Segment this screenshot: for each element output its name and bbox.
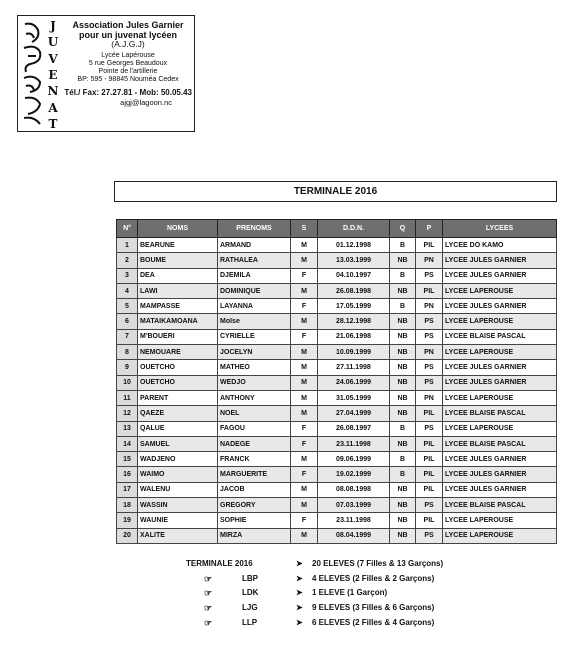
first-name-cell: MARGUERITE bbox=[218, 467, 291, 482]
school-code: LDK bbox=[242, 588, 259, 598]
table-row bbox=[117, 513, 557, 528]
phone-line: Tél./ Fax: 27.27.81 - Mob: 50.05.43 bbox=[64, 88, 192, 98]
p-code-cell: PIL bbox=[416, 436, 443, 451]
q-code-cell: NB bbox=[390, 345, 416, 360]
sex-cell: M bbox=[291, 390, 318, 405]
birth-date-cell: 17.05.1999 bbox=[318, 299, 390, 314]
birth-date-cell: 26.08.1997 bbox=[318, 421, 390, 436]
q-code-cell: NB bbox=[390, 390, 416, 405]
q-code-cell: NB bbox=[390, 513, 416, 528]
q-code-cell: NB bbox=[390, 283, 416, 298]
first-name-cell: JOCELYN bbox=[218, 345, 291, 360]
school-code: LJG bbox=[242, 603, 258, 613]
first-name-cell: MIRZA bbox=[218, 528, 291, 543]
first-name-cell: LAYANNA bbox=[218, 299, 291, 314]
table-row bbox=[117, 482, 557, 497]
table-body bbox=[117, 238, 557, 544]
q-code-cell: NB bbox=[390, 360, 416, 375]
birth-date-cell: 26.08.1998 bbox=[318, 283, 390, 298]
column-header: PRENOMS bbox=[218, 220, 291, 238]
last-name-cell: WALENU bbox=[138, 482, 218, 497]
logo-letter: E bbox=[48, 67, 58, 82]
hand-pointer-icon: ☞ bbox=[204, 573, 213, 584]
q-code-cell: B bbox=[390, 467, 416, 482]
p-code-cell: PS bbox=[416, 421, 443, 436]
birth-date-cell: 08.04.1999 bbox=[318, 528, 390, 543]
table-row bbox=[117, 528, 557, 543]
table-row bbox=[117, 452, 557, 467]
q-code-cell: NB bbox=[390, 498, 416, 513]
last-name-cell: QALUE bbox=[138, 421, 218, 436]
table-row bbox=[117, 268, 557, 283]
row-number-cell: 4 bbox=[117, 283, 138, 298]
lycee-cell: LYCEE LAPEROUSE bbox=[443, 528, 557, 543]
first-name-cell: JACOB bbox=[218, 482, 291, 497]
q-code-cell: B bbox=[390, 452, 416, 467]
column-header: N° bbox=[117, 220, 138, 238]
table-row bbox=[117, 329, 557, 344]
q-code-cell: NB bbox=[390, 375, 416, 390]
table-row bbox=[117, 345, 557, 360]
column-header: NOMS bbox=[138, 220, 218, 238]
arrowhead-icon: ➤ bbox=[296, 588, 303, 598]
sex-cell: M bbox=[291, 283, 318, 298]
sex-cell: F bbox=[291, 513, 318, 528]
column-header: LYCEES bbox=[443, 220, 557, 238]
sex-cell: F bbox=[291, 299, 318, 314]
birth-date-cell: 28.12.1998 bbox=[318, 314, 390, 329]
letterhead bbox=[17, 15, 195, 132]
hand-pointer-icon: ☞ bbox=[204, 588, 213, 599]
lycee-cell: LYCEE LAPEROUSE bbox=[443, 345, 557, 360]
p-code-cell: PN bbox=[416, 253, 443, 268]
birth-date-cell: 23.11.1998 bbox=[318, 513, 390, 528]
row-number-cell: 6 bbox=[117, 314, 138, 329]
arrowhead-icon: ➤ bbox=[296, 573, 303, 583]
row-number-cell: 5 bbox=[117, 299, 138, 314]
p-code-cell: PS bbox=[416, 375, 443, 390]
p-code-cell: PS bbox=[416, 314, 443, 329]
p-code-cell: PIL bbox=[416, 406, 443, 421]
address-line: BP: 595 - 98845 Nouméa Cedex bbox=[77, 76, 179, 84]
row-number-cell: 8 bbox=[117, 345, 138, 360]
last-name-cell: WADJENO bbox=[138, 452, 218, 467]
arrowhead-icon: ➤ bbox=[296, 617, 303, 627]
arrowhead-icon: ➤ bbox=[296, 559, 303, 568]
first-name-cell: DOMINIQUE bbox=[218, 283, 291, 298]
lycee-cell: LYCEE JULES GARNIER bbox=[443, 452, 557, 467]
column-header: D.D.N. bbox=[318, 220, 390, 238]
last-name-cell: BEARUNE bbox=[138, 238, 218, 253]
table-row bbox=[117, 390, 557, 405]
summary-school-row bbox=[186, 588, 486, 603]
summary-block bbox=[186, 559, 486, 632]
email-line: ajgj@lagoon.nc bbox=[120, 97, 172, 107]
table-row bbox=[117, 498, 557, 513]
lycee-cell: LYCEE JULES GARNIER bbox=[443, 360, 557, 375]
sex-cell: M bbox=[291, 345, 318, 360]
letterhead-text bbox=[60, 20, 196, 107]
logo-letters bbox=[46, 20, 60, 130]
last-name-cell: QAEZE bbox=[138, 406, 218, 421]
juvenat-logo-icon bbox=[20, 20, 46, 128]
last-name-cell: WASSIN bbox=[138, 498, 218, 513]
first-name-cell: FRANCK bbox=[218, 452, 291, 467]
lycee-cell: LYCEE JULES GARNIER bbox=[443, 482, 557, 497]
row-number-cell: 17 bbox=[117, 482, 138, 497]
page-title: TERMINALE 2016 bbox=[114, 181, 557, 202]
q-code-cell: NB bbox=[390, 482, 416, 497]
row-number-cell: 20 bbox=[117, 528, 138, 543]
first-name-cell: WEDJO bbox=[218, 375, 291, 390]
p-code-cell: PIL bbox=[416, 482, 443, 497]
row-number-cell: 12 bbox=[117, 406, 138, 421]
birth-date-cell: 24.06.1999 bbox=[318, 375, 390, 390]
birth-date-cell: 27.04.1999 bbox=[318, 406, 390, 421]
p-code-cell: PN bbox=[416, 345, 443, 360]
last-name-cell: LAWI bbox=[138, 283, 218, 298]
logo-letter: N bbox=[47, 84, 59, 99]
lycee-cell: LYCEE JULES GARNIER bbox=[443, 467, 557, 482]
q-code-cell: B bbox=[390, 268, 416, 283]
birth-date-cell: 31.05.1999 bbox=[318, 390, 390, 405]
sex-cell: M bbox=[291, 482, 318, 497]
first-name-cell: NOEL bbox=[218, 406, 291, 421]
lycee-cell: LYCEE DO KAMO bbox=[443, 238, 557, 253]
first-name-cell: DJEMILA bbox=[218, 268, 291, 283]
table-row bbox=[117, 436, 557, 451]
sex-cell: M bbox=[291, 528, 318, 543]
arrowhead-icon: ➤ bbox=[296, 603, 303, 613]
p-code-cell: PN bbox=[416, 299, 443, 314]
school-count: 6 ELEVES (2 Filles & 4 Garçons) bbox=[312, 617, 435, 627]
row-number-cell: 16 bbox=[117, 467, 138, 482]
q-code-cell: NB bbox=[390, 329, 416, 344]
first-name-cell: NADEGE bbox=[218, 436, 291, 451]
p-code-cell: PS bbox=[416, 329, 443, 344]
lycee-cell: LYCEE JULES GARNIER bbox=[443, 299, 557, 314]
p-code-cell: PS bbox=[416, 268, 443, 283]
row-number-cell: 19 bbox=[117, 513, 138, 528]
logo-letter: U bbox=[47, 35, 59, 50]
first-name-cell: SOPHIE bbox=[218, 513, 291, 528]
lycee-cell: LYCEE BLAISE PASCAL bbox=[443, 436, 557, 451]
table-row bbox=[117, 253, 557, 268]
p-code-cell: PN bbox=[416, 390, 443, 405]
sex-cell: F bbox=[291, 268, 318, 283]
table-row bbox=[117, 283, 557, 298]
summary-school-row bbox=[186, 574, 486, 589]
lycee-cell: LYCEE BLAISE PASCAL bbox=[443, 406, 557, 421]
first-name-cell: FAGOU bbox=[218, 421, 291, 436]
last-name-cell: DEA bbox=[138, 268, 218, 283]
table-row bbox=[117, 314, 557, 329]
first-name-cell: Moïse bbox=[218, 314, 291, 329]
last-name-cell: M'BOUERI bbox=[138, 329, 218, 344]
last-name-cell: PARENT bbox=[138, 390, 218, 405]
lycee-cell: LYCEE JULES GARNIER bbox=[443, 268, 557, 283]
row-number-cell: 2 bbox=[117, 253, 138, 268]
logo-letter: A bbox=[48, 100, 58, 115]
sex-cell: F bbox=[291, 436, 318, 451]
birth-date-cell: 23.11.1998 bbox=[318, 436, 390, 451]
lycee-cell: LYCEE JULES GARNIER bbox=[443, 253, 557, 268]
sex-cell: F bbox=[291, 467, 318, 482]
sex-cell: M bbox=[291, 498, 318, 513]
last-name-cell: NEMOUARE bbox=[138, 345, 218, 360]
sex-cell: M bbox=[291, 314, 318, 329]
last-name-cell: WAUNIE bbox=[138, 513, 218, 528]
first-name-cell: ARMAND bbox=[218, 238, 291, 253]
association-name: Association Jules Garnier bbox=[72, 20, 184, 30]
q-code-cell: NB bbox=[390, 436, 416, 451]
last-name-cell: OUETCHO bbox=[138, 360, 218, 375]
table-row bbox=[117, 299, 557, 314]
hand-pointer-icon: ☞ bbox=[204, 617, 213, 628]
p-code-cell: PIL bbox=[416, 467, 443, 482]
row-number-cell: 10 bbox=[117, 375, 138, 390]
school-count: 9 ELEVES (3 Filles & 6 Garçons) bbox=[312, 603, 435, 613]
p-code-cell: PIL bbox=[416, 452, 443, 467]
last-name-cell: BOUME bbox=[138, 253, 218, 268]
table-row bbox=[117, 360, 557, 375]
row-number-cell: 3 bbox=[117, 268, 138, 283]
lycee-cell: LYCEE LAPEROUSE bbox=[443, 283, 557, 298]
row-number-cell: 18 bbox=[117, 498, 138, 513]
birth-date-cell: 13.03.1999 bbox=[318, 253, 390, 268]
column-header: S bbox=[291, 220, 318, 238]
birth-date-cell: 07.03.1999 bbox=[318, 498, 390, 513]
sex-cell: M bbox=[291, 406, 318, 421]
school-count: 4 ELEVES (2 Filles & 2 Garçons) bbox=[312, 573, 435, 583]
q-code-cell: B bbox=[390, 299, 416, 314]
birth-date-cell: 08.08.1998 bbox=[318, 482, 390, 497]
row-number-cell: 15 bbox=[117, 452, 138, 467]
birth-date-cell: 04.10.1997 bbox=[318, 268, 390, 283]
lycee-cell: LYCEE BLAISE PASCAL bbox=[443, 329, 557, 344]
birth-date-cell: 19.02.1999 bbox=[318, 467, 390, 482]
school-count: 1 ELEVE (1 Garçon) bbox=[312, 588, 388, 598]
first-name-cell: CYRIELLE bbox=[218, 329, 291, 344]
birth-date-cell: 27.11.1998 bbox=[318, 360, 390, 375]
hand-pointer-icon: ☞ bbox=[204, 603, 213, 614]
address-line: Lycée Lapérouse bbox=[101, 51, 155, 59]
summary-school-row bbox=[186, 603, 486, 618]
row-number-cell: 1 bbox=[117, 238, 138, 253]
first-name-cell: ANTHONY bbox=[218, 390, 291, 405]
p-code-cell: PS bbox=[416, 360, 443, 375]
sex-cell: M bbox=[291, 360, 318, 375]
row-number-cell: 11 bbox=[117, 390, 138, 405]
q-code-cell: B bbox=[390, 238, 416, 253]
sex-cell: F bbox=[291, 329, 318, 344]
sex-cell: M bbox=[291, 375, 318, 390]
q-code-cell: NB bbox=[390, 314, 416, 329]
logo-letter: T bbox=[48, 116, 58, 131]
lycee-cell: LYCEE BLAISE PASCAL bbox=[443, 498, 557, 513]
address-line: 5 rue Georges Beaudoux bbox=[88, 59, 168, 67]
summary-total-row bbox=[186, 559, 486, 574]
sex-cell: F bbox=[291, 421, 318, 436]
column-header: Q bbox=[390, 220, 416, 238]
last-name-cell: MAMPASSE bbox=[138, 299, 218, 314]
lycee-cell: LYCEE LAPEROUSE bbox=[443, 513, 557, 528]
table-row bbox=[117, 375, 557, 390]
sex-cell: M bbox=[291, 238, 318, 253]
sex-cell: M bbox=[291, 452, 318, 467]
p-code-cell: PS bbox=[416, 498, 443, 513]
logo-letter: V bbox=[48, 51, 58, 66]
q-code-cell: B bbox=[390, 421, 416, 436]
association-acronym: (A.J.G.J) bbox=[111, 39, 145, 49]
school-code: LLP bbox=[242, 617, 258, 627]
summary-total: 20 ELEVES (7 Filles & 13 Garçons) bbox=[312, 559, 444, 568]
row-number-cell: 7 bbox=[117, 329, 138, 344]
first-name-cell: MATHEO bbox=[218, 360, 291, 375]
first-name-cell: GREGORY bbox=[218, 498, 291, 513]
p-code-cell: PIL bbox=[416, 513, 443, 528]
q-code-cell: NB bbox=[390, 528, 416, 543]
lycee-cell: LYCEE LAPEROUSE bbox=[443, 314, 557, 329]
row-number-cell: 9 bbox=[117, 360, 138, 375]
last-name-cell: XALITE bbox=[138, 528, 218, 543]
table-row bbox=[117, 238, 557, 253]
lycee-cell: LYCEE JULES GARNIER bbox=[443, 375, 557, 390]
sex-cell: M bbox=[291, 253, 318, 268]
p-code-cell: PIL bbox=[416, 238, 443, 253]
address-line: Pointe de l'artillerie bbox=[98, 67, 158, 75]
lycee-cell: LYCEE LAPEROUSE bbox=[443, 421, 557, 436]
row-number-cell: 14 bbox=[117, 436, 138, 451]
table-row bbox=[117, 421, 557, 436]
logo-letter: J bbox=[50, 19, 56, 33]
table-row bbox=[117, 406, 557, 421]
student-table bbox=[116, 219, 557, 544]
school-code: LBP bbox=[242, 573, 258, 583]
p-code-cell: PIL bbox=[416, 283, 443, 298]
last-name-cell: MATAIKAMOANA bbox=[138, 314, 218, 329]
table-row bbox=[117, 467, 557, 482]
summary-label: TERMINALE 2016 bbox=[186, 559, 253, 568]
q-code-cell: NB bbox=[390, 406, 416, 421]
birth-date-cell: 01.12.1998 bbox=[318, 238, 390, 253]
first-name-cell: RATHALEA bbox=[218, 253, 291, 268]
last-name-cell: OUETCHO bbox=[138, 375, 218, 390]
birth-date-cell: 21.06.1998 bbox=[318, 329, 390, 344]
lycee-cell: LYCEE LAPEROUSE bbox=[443, 390, 557, 405]
last-name-cell: SAMUEL bbox=[138, 436, 218, 451]
summary-school-row bbox=[186, 618, 486, 633]
table-header-row bbox=[117, 220, 557, 238]
association-tagline: pour un juvenat lycéen bbox=[78, 30, 178, 40]
q-code-cell: NB bbox=[390, 253, 416, 268]
column-header: P bbox=[416, 220, 443, 238]
birth-date-cell: 09.06.1999 bbox=[318, 452, 390, 467]
p-code-cell: PS bbox=[416, 528, 443, 543]
last-name-cell: WAIMO bbox=[138, 467, 218, 482]
birth-date-cell: 10.09.1999 bbox=[318, 345, 390, 360]
row-number-cell: 13 bbox=[117, 421, 138, 436]
